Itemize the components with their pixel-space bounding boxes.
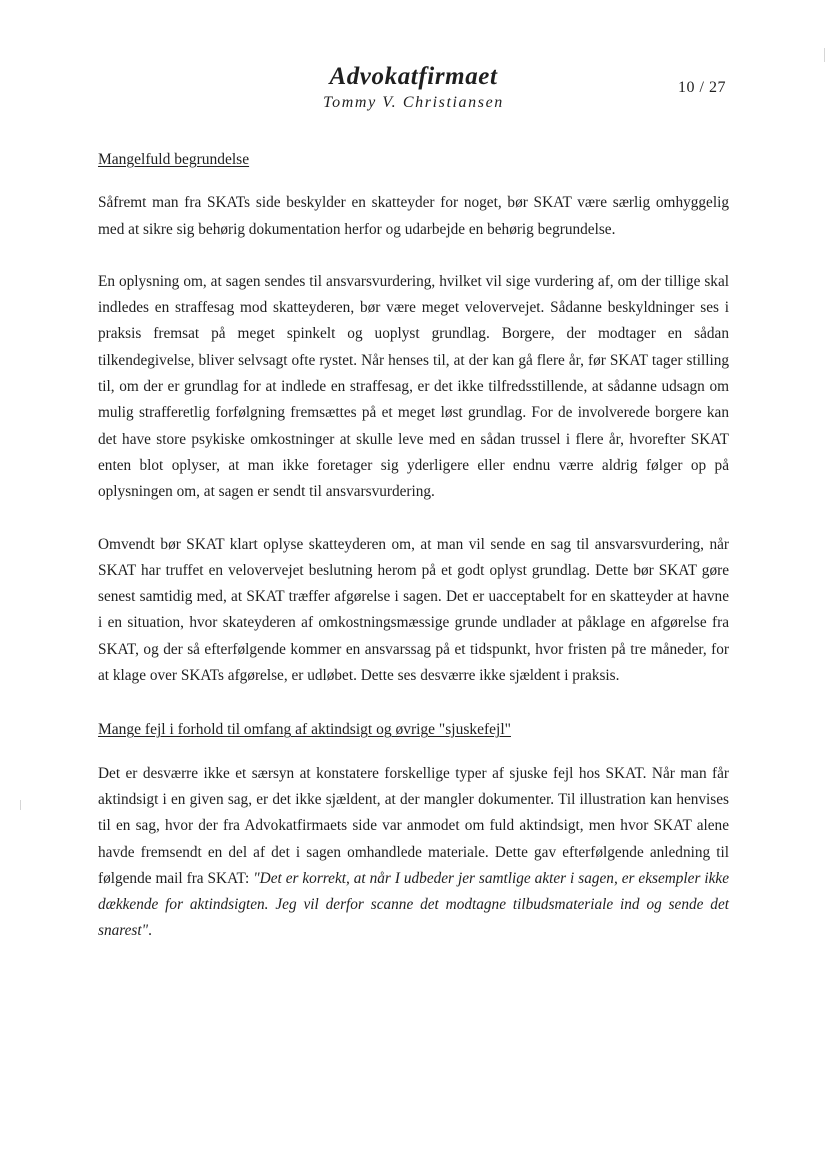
paragraph-text: Det er desværre ikke et særsyn at konstatere forskellige typer af sjuske fejl hos SKAT. Når man får aktindsigt i en given sag, er det ikke sjældent, at der mangler dokumenter. Til illustration kan henvises til en sag, hvor der fra Advokatfirmaets side var anmodet om fuld aktindsigt, men hvor SKAT alene havde fremsendt en del af det i sagen omhandlede materiale. Dette gav efterfølgende anledning til følgende mail fra SKAT: [98, 764, 729, 887]
paragraph: Såfremt man fra SKATs side beskylder en skatteyder for noget, bør SKAT være særlig omhyggelig med at sikre sig behørig dokumentation herfor og udarbejde en behørig begrundelse. [98, 194, 729, 238]
paragraph: Omvendt bør SKAT klart oplyse skatteyderen om, at man vil sende en sag til ansvarsvurdering, når SKAT har truffet en velovervejet beslutning herom på et godt oplyst grundlag. Dette bør SKAT gøre senest samtidig med, at SKAT træffer afgørelse i sagen. Det er uacceptabelt for en skatteyder at havne i en situation, hvor skateyderen af omkostningsmæssige grunde undlader at påklage en afgørelse fra SKAT, og der så efterfølgende kommer en ansvarssag på et tidspunkt, hvor fristen på tre måneder, for at klage over SKATs afgørelse, er udløbet. Dette ses desværre ikke sjældent i praksis. [98, 535, 729, 685]
firm-person: Tommy V. Christiansen [323, 94, 504, 111]
quote-end: . [148, 922, 152, 940]
scan-artifact [20, 800, 21, 810]
section-heading-mange-fejl: Mange fejl i forhold til omfang af aktindsigt og øvrige "sjuskefejl" [98, 721, 511, 739]
scan-artifact [824, 48, 825, 62]
skat-mail-quote: "Det er korrekt, at når I udbeder jer samtlige akter i sagen, er eksempler ikke dækkende for aktindsigten. Jeg vil derfor scanne det modtagne tilbudsmateriale ind og sende det snarest" [98, 869, 730, 940]
firm-name: Advokatfirmaet [329, 63, 498, 90]
page-number: 10 / 27 [678, 79, 726, 96]
paragraph-with-quote [98, 761, 729, 945]
paragraph: En oplysning om, at sagen sendes til ansvarsvurdering, hvilket vil sige vurdering af, om der tillige skal indledes en straffesag mod skatteyderen, bør være meget velovervejet. Sådanne beskyldninger ses i praksis fremsat på meget spinkelt og uoplyst grundlag. Borgere, der modtager en sådan tilkendegivelse, bliver selvsagt ofte rystet. Når henses til, at der kan gå flere år, før SKAT tager stilling til, om der er grundlag for at indlede en straffesag, er det ikke tilfredsstillende, at sådanne udsagn om mulig strafferetlig forfølgning fremsættes på et meget løst grundlag. For de involverede borgere kan det have store psykiske omkostninger at skulle leve med en sådan trussel i flere år, hvorefter SKAT enten blot oplyser, at man ikke foretager sig yderligere eller endnu værre aldrig følger op på oplysningen om, at sagen er sendt til ansvarsvurdering. [98, 272, 729, 501]
document-body [98, 147, 729, 971]
section-heading-mangelfuld-begrundelse: Mangelfuld begrundelse [98, 151, 250, 168]
